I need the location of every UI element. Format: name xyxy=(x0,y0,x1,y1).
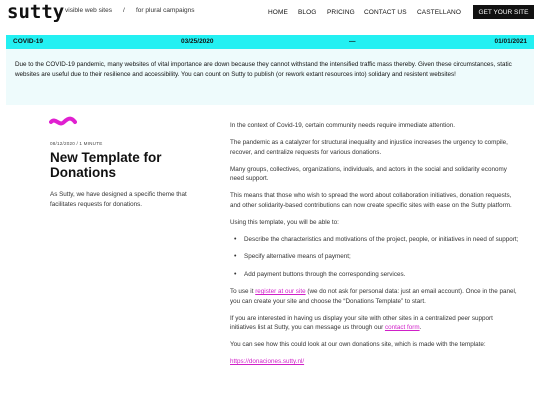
post-title: New Template for Donations xyxy=(50,150,162,180)
donations-site-link[interactable]: https://donaciones.sutty.nl/ xyxy=(230,358,305,365)
content-paragraph: Many groups, collectives, organizations, individuals, and actors in the social and solidarity economy need support. xyxy=(230,165,507,182)
tagline-visible: visible web sites xyxy=(65,7,112,14)
register-link[interactable]: register at our site xyxy=(255,288,306,295)
content-paragraph xyxy=(230,314,520,333)
nav-home[interactable]: HOME xyxy=(268,9,288,16)
nav-pricing[interactable]: PRICING xyxy=(327,9,355,16)
post-content xyxy=(230,121,520,374)
squiggle-accent-icon xyxy=(49,116,77,130)
post-excerpt: As Sutty, we have designed a specific theme that facilitates requests for donations. xyxy=(50,191,187,208)
tagline-separator: / xyxy=(123,7,125,14)
list-item: • Describe the characteristics and motivations of the project, people, or initiatives in need of support; xyxy=(230,235,520,245)
content-paragraph: The pandemic as a catalyzer for structural inequality and injustice increases the urgency to compile, recover, and centralize requests for various donations. xyxy=(230,139,508,156)
content-paragraph xyxy=(230,357,520,367)
site-header xyxy=(0,0,540,28)
nav-contact-us[interactable]: CONTACT US xyxy=(364,9,407,16)
content-paragraph: Using this template, you will be able to: xyxy=(230,218,339,226)
banner-start-date: 03/25/2020 xyxy=(181,38,214,45)
content-paragraph xyxy=(230,287,520,306)
features-list xyxy=(230,235,520,280)
get-your-site-button[interactable]: GET YOUR SITE xyxy=(473,5,534,19)
text-segment: (we do not ask for personal data: just an email account). Once in the panel, you can create your site and choose the “Donations Template” to start. xyxy=(230,288,517,305)
sutty-logo[interactable]: sutty xyxy=(7,1,65,23)
covid-banner xyxy=(6,35,534,49)
banner-end-date: 01/01/2021 xyxy=(494,38,527,45)
content-paragraph: This means that those who wish to spread the word about collaboration initiatives, donation requests, and other solidarity-based contributions can now create specific sites with ease on the Sutty platform. xyxy=(230,192,512,209)
banner-dash: — xyxy=(349,38,356,45)
list-item: • Specify alternative means of payment; xyxy=(230,252,520,262)
contact-form-link[interactable]: contact form xyxy=(384,324,420,331)
tagline-plural: for plural campaigns xyxy=(136,7,195,14)
list-item: • Add payment buttons through the corresponding services. xyxy=(230,270,520,280)
text-segment: To use it xyxy=(230,288,256,295)
nav-blog[interactable]: BLOG xyxy=(298,9,317,16)
text-segment: If you are interested in having us display your site with other sites in a centralized peer support initiatives list at Sutty, you can message us through our xyxy=(230,314,493,331)
covid-notice: Due to the COVID-19 pandemic, many websites of vital importance are down because they cannot withstand the intensified traffic mass thereby. Given these circumstances, static websites are useful due to their resilience and accessibility. You can count on Sutty to publish (or rework extant resources into) solidary and resistent websites! xyxy=(6,49,534,105)
text-segment: . xyxy=(419,324,422,331)
nav-language-castellano[interactable]: CASTELLANO xyxy=(417,9,461,16)
content-paragraph: You can see how this could look at our own donations site, which is made with the template: xyxy=(230,341,486,348)
content-paragraph: In the context of Covid-19, certain community needs require immediate attention. xyxy=(230,122,456,129)
post-meta: 08/12/2020 / 1 MINUTE xyxy=(50,141,103,146)
banner-label: COVID-19 xyxy=(13,38,43,45)
